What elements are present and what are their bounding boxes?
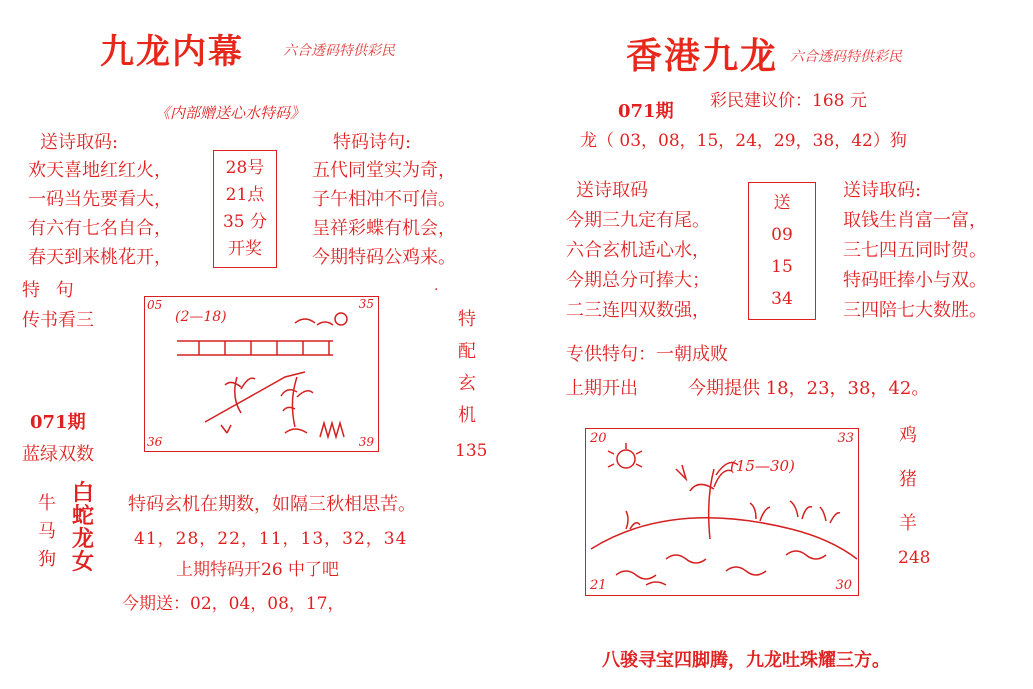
sketch-corner: 36: [147, 435, 163, 449]
left-animals-big: [72, 482, 94, 574]
poem-line: 三七四五同时贺。: [843, 240, 987, 261]
left-period: 071期: [30, 412, 86, 433]
sketch-corner: 21: [590, 578, 607, 593]
poem-line: 特码旺捧小与双。: [843, 270, 987, 291]
left-internal-note: 《内部赠送心水特码》: [155, 104, 306, 122]
poem-line: 三四陪七大数胜。: [843, 300, 987, 321]
right-period: 071期: [618, 101, 674, 122]
poem-line: 子午相冲不可信。: [312, 189, 456, 210]
poem-line: 五代同堂实为奇，: [312, 160, 456, 181]
box-line: 15: [771, 257, 793, 277]
sketch-corner: 30: [835, 578, 852, 593]
left-blue-green: 蓝绿双数: [22, 444, 94, 465]
animal-big: 白: [72, 480, 95, 506]
left-poem-heading: 送诗取码:: [40, 132, 119, 153]
sketch-corner: 39: [358, 435, 374, 449]
box-line: 28号: [225, 158, 265, 178]
left-side-number: 135: [455, 441, 488, 461]
poem-line: 二三连四双数强，: [566, 300, 710, 321]
left-subtitle: 六合透码特供彩民: [283, 43, 395, 59]
animal-big: 蛇: [72, 503, 95, 529]
left-title: 九龙内幕: [100, 32, 244, 72]
animal: 牛: [38, 493, 56, 514]
left-this-period: 今期送：02，04，08，17，: [122, 594, 345, 614]
side-char: 羊: [899, 513, 917, 534]
sketch-drawing: [145, 297, 378, 451]
sketch-corner: 05: [147, 298, 163, 312]
side-char: 猪: [899, 469, 917, 490]
sketch-range: (15—30): [730, 457, 795, 475]
poem-line: 呈祥彩蝶有机会，: [312, 218, 456, 239]
left-hint: 特码玄机在期数，如隔三秋相思苦。: [128, 494, 416, 515]
right-gift-box: [748, 182, 816, 320]
animal: 狗: [38, 549, 56, 570]
right-side-vertical: [899, 414, 917, 546]
left-side-vertical: [458, 304, 476, 432]
side-char: 鸡: [899, 425, 917, 446]
sketch-corner: 20: [590, 431, 607, 446]
left-special-text: 传书看三: [22, 310, 94, 331]
poem-line: 六合玄机适心水，: [566, 240, 710, 261]
left-poem-right: [312, 156, 456, 272]
right-sketch: [585, 428, 859, 596]
right-poem: [566, 206, 710, 326]
left-draw-box: [213, 150, 277, 268]
poem-line: 今期特码公鸡来。: [312, 247, 456, 268]
poem-line: 春天到来桃花开，: [28, 247, 172, 268]
right-footer: 八骏寻宝四脚腾，九龙吐珠耀三方。: [602, 650, 890, 671]
left-animals-small: [38, 490, 56, 574]
right-side-number: 248: [898, 548, 931, 568]
poem-line: 有六有七名自合，: [28, 218, 172, 239]
left-poem-right-heading: 特码诗句:: [333, 132, 412, 153]
poem-line: 今期三九定有尾。: [566, 210, 710, 231]
dot-mark: ·: [434, 282, 439, 298]
side-char: 配: [458, 341, 476, 362]
animal-big: 女: [72, 549, 95, 575]
box-line: 35 分: [222, 212, 268, 232]
poem-line: 今期总分可捧大；: [566, 270, 710, 291]
left-sketch: [144, 296, 379, 452]
right-price: 彩民建议价：168 元: [710, 91, 867, 111]
right-poem-heading: 送诗取码: [576, 180, 648, 201]
right-title: 香港九龙: [626, 35, 779, 77]
right-special: 专供特句：一朝成败: [566, 344, 728, 365]
right-poem-right: [843, 206, 987, 326]
sketch-corner: 35: [358, 297, 374, 311]
poem-line: 欢天喜地红红火，: [28, 160, 172, 181]
box-line: 开奖: [228, 239, 262, 259]
left-special-heading: 特 句: [22, 280, 74, 301]
sketch-drawing: [586, 429, 858, 595]
side-char: 玄: [458, 373, 476, 394]
side-char: 机: [458, 405, 476, 426]
left-numbers: 41，28，22，11，13，32，34: [134, 529, 408, 549]
animal-big: 龙: [72, 526, 95, 552]
box-line: 09: [771, 225, 793, 245]
right-poem-right-heading: 送诗取码:: [843, 180, 922, 201]
sketch-corner: 33: [837, 431, 854, 446]
box-line: 送: [773, 193, 791, 213]
left-last-period: 上期特码开26 中了吧: [176, 560, 340, 580]
box-line: 21点: [225, 185, 265, 205]
box-line: 34: [771, 289, 793, 309]
right-dragon-line: 龙（ 03，08，15，24，29，38，42）狗: [580, 131, 907, 151]
left-poem: [28, 156, 172, 272]
sketch-range: (2—18): [175, 309, 227, 325]
right-last-label: 上期开出: [566, 378, 638, 399]
right-this-offer: 今期提供 18，23，38，42。: [688, 378, 930, 399]
poem-line: 一码当先要看大，: [28, 189, 172, 210]
right-subtitle: 六合透码特供彩民: [790, 49, 902, 65]
side-char: 特: [458, 309, 476, 330]
poem-line: 取钱生肖富一富，: [843, 210, 987, 231]
animal: 马: [38, 521, 56, 542]
